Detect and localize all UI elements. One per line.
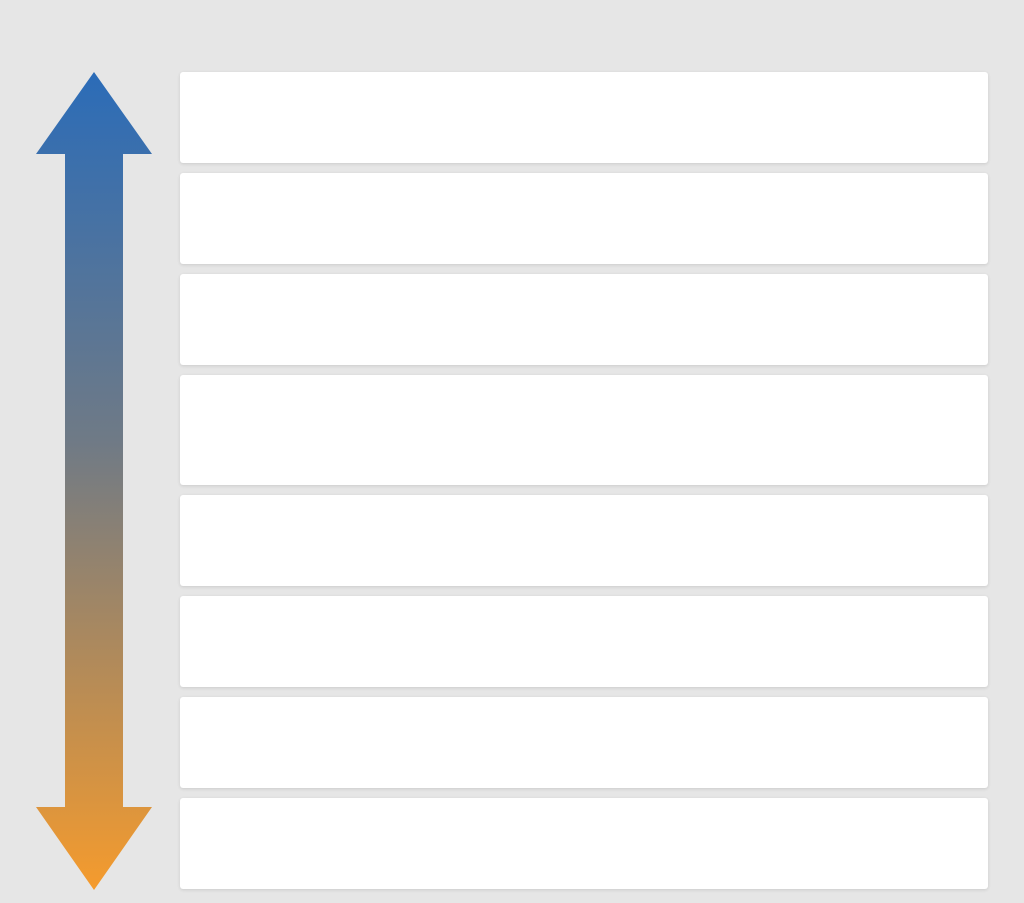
motivation-card-besoin-appartenance [180, 375, 988, 485]
motivation-card-vie-privee-vie-pro [180, 596, 988, 687]
motivation-card-remuneration [180, 72, 988, 163]
motivation-card-philanthropie [180, 697, 988, 788]
motivation-card-reconnaissance-sociale [180, 173, 988, 264]
motivation-card-besoin-variete [180, 495, 988, 586]
motivation-scale-arrow [36, 72, 152, 890]
motivation-card-securite [180, 274, 988, 365]
motivation-card-besoin-relations [180, 798, 988, 889]
